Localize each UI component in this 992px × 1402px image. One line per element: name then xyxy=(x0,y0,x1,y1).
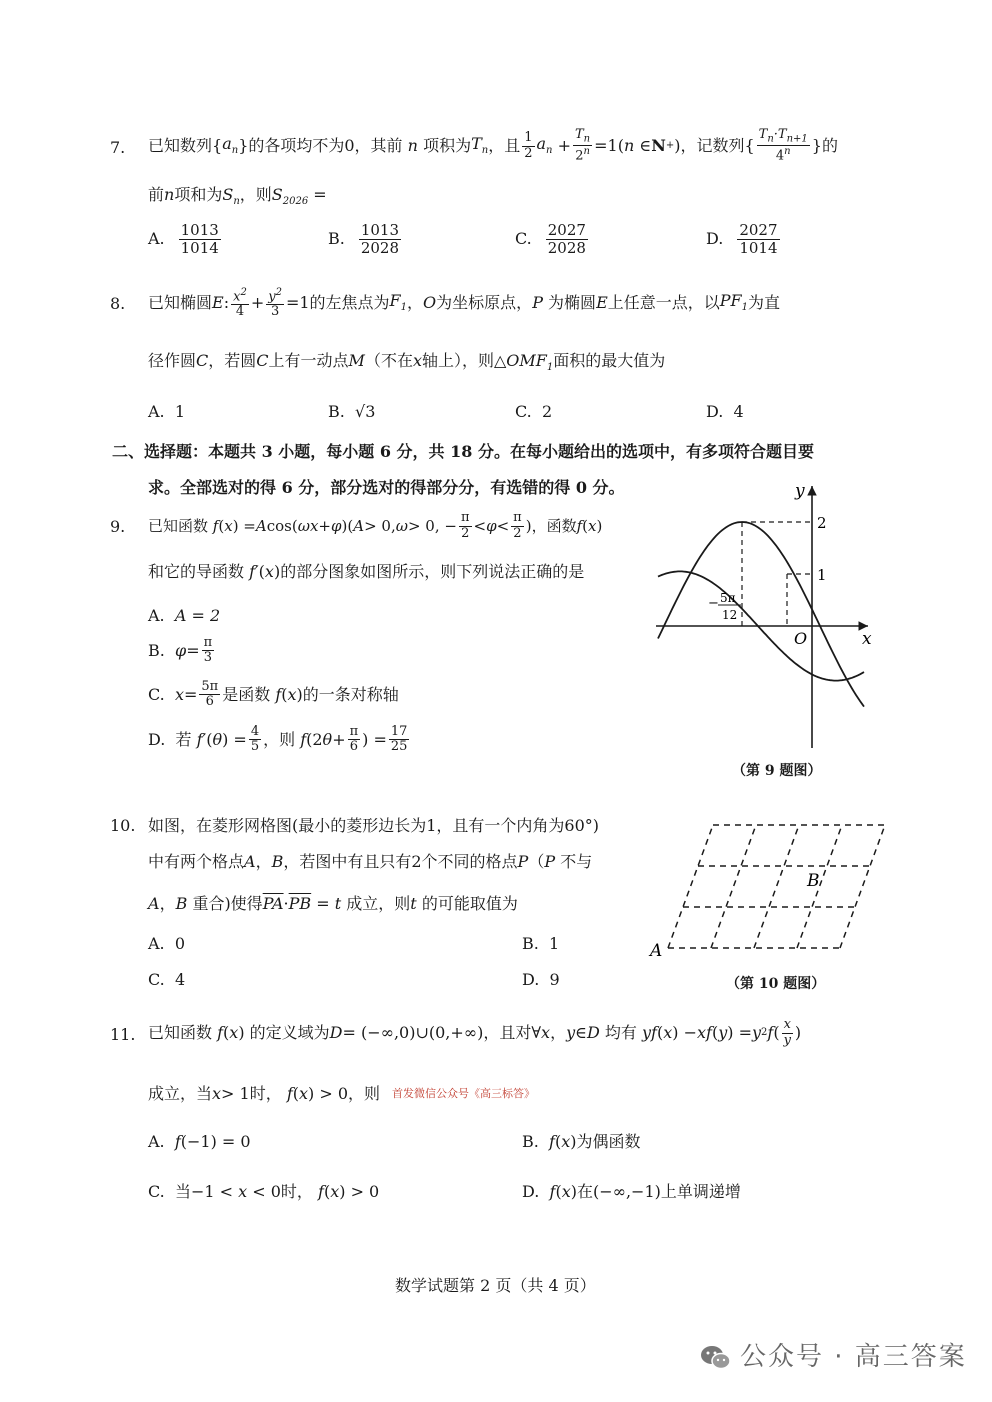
q8-text: ， xyxy=(407,293,424,313)
q7-line2: 前n项和为$S_n$，则$S_{2026}$ = xyxy=(148,185,327,208)
q11-option-c[interactable]: C. 当−1 < x < 0时， f(x) > 0 xyxy=(148,1182,380,1201)
option-text: 若 xyxy=(175,730,192,750)
q7-math: n xyxy=(164,185,175,204)
q10-math: A xyxy=(148,894,160,913)
q10-text: ，若图中有且只有2个不同的格点 xyxy=(283,852,518,871)
option-fraction: $\frac{\pi}{3}$ xyxy=(203,635,213,666)
q8-text: 为坐标原点， xyxy=(436,293,533,313)
q7-math: $S_{2026}$ xyxy=(271,185,309,208)
q9-math: f′ xyxy=(249,562,259,581)
grid-column-line xyxy=(840,825,885,948)
q10-text: 成立，则 xyxy=(346,894,411,913)
q11-line2: 成立，当 x > 1 时， f ( x ) > 0 ，则 首发微信公众号《高三标答》 xyxy=(148,1084,536,1103)
q9-math: f xyxy=(576,517,583,535)
q8-option-b[interactable] xyxy=(328,402,375,421)
q10-text: 重合)使得 xyxy=(192,894,263,913)
option-label: A. xyxy=(148,402,165,421)
q8-text: ，若圆 xyxy=(208,351,257,370)
q7-math: $a_n$ xyxy=(536,134,553,157)
q10-math: A xyxy=(244,852,256,871)
q11-text: ， xyxy=(550,1023,567,1043)
q7-option-a[interactable] xyxy=(148,222,223,256)
q10-text: 的可能取值为 xyxy=(421,894,518,913)
brand-text: 公众号 · 高三答案 xyxy=(740,1342,967,1372)
q8-math: M xyxy=(348,351,365,370)
curve-f xyxy=(658,522,864,707)
q7-text: 项和为 xyxy=(174,185,223,204)
option-label: D. xyxy=(148,730,166,750)
q8-math: E xyxy=(212,293,224,313)
q7-text: }的 xyxy=(811,136,838,156)
option-text: 在 xyxy=(576,1182,593,1201)
q7-number: 7. xyxy=(110,138,126,157)
q10-math: B xyxy=(271,852,284,871)
q7-option-c[interactable] xyxy=(515,222,590,256)
q8-text: 径作圆 xyxy=(148,351,197,370)
q10-math: P xyxy=(517,852,529,871)
q8-math: O xyxy=(423,293,437,313)
section2-line2: 求。全部选对的得 6 分，部分选对的得部分分，有选错的得 0 分。 xyxy=(148,478,625,497)
q10-text: ， xyxy=(159,894,176,913)
q10-option-a[interactable] xyxy=(148,934,185,953)
q10-text: 中有两个格点 xyxy=(148,852,245,871)
q9-line2: 和它的导函数 f′(x)的部分图象如图所示，则下列说法正确的是 xyxy=(148,562,585,581)
grid-column-line xyxy=(668,825,713,948)
option-label: C. xyxy=(148,685,165,705)
option-value: 2 xyxy=(541,402,553,421)
q8-math: P xyxy=(532,293,543,313)
x-axis-label: x xyxy=(862,629,872,649)
tick-label-1: 1 xyxy=(817,566,827,584)
q9-text: 已知函数 xyxy=(148,517,209,535)
option-label: C. xyxy=(515,402,532,421)
q7-math: $a_n$ xyxy=(222,134,239,157)
q10-math: P xyxy=(544,852,556,871)
q10-line1: 如图，在菱形网格图(最小的菱形边长为1，且有一个内角为60°) xyxy=(148,816,600,835)
q8-text: 轴上），则△ xyxy=(421,351,507,370)
q9-text: ，函数 xyxy=(531,517,577,535)
option-label: B. xyxy=(328,229,345,249)
option-label: C. xyxy=(148,1182,165,1201)
q11-text: 已知函数 xyxy=(148,1023,213,1043)
option-text: 为偶函数 xyxy=(576,1132,641,1151)
q8-option-d[interactable] xyxy=(706,402,744,421)
q8-math: x xyxy=(412,351,422,370)
q8-line1: 已知椭圆 E : $\frac{x^2}{4}$ + $\frac{y^2}{3}$ =1的左焦点为 $F_1$ ， O 为坐标原点， P 为椭圆 E 上任意一点，以 $PF_1$ 为直 xyxy=(148,286,781,320)
q11-text: ，则 xyxy=(348,1084,381,1103)
q9-option-b[interactable]: B. φ = $\frac{\pi}{3}$ xyxy=(148,635,213,666)
tick-label-minus: − xyxy=(708,596,719,611)
y-axis-label: y xyxy=(795,481,805,501)
q8-frac-y: $\frac{y^2}{3}$ xyxy=(268,286,282,320)
option-label: B. xyxy=(328,402,345,421)
q8-math: E xyxy=(596,293,608,313)
origin-label: O xyxy=(794,629,808,648)
q10-option-d[interactable] xyxy=(522,970,560,989)
q8-text: 上有一动点 xyxy=(268,351,349,370)
q10-option-b[interactable] xyxy=(522,934,559,953)
q8-text: 面积的最大值为 xyxy=(553,351,666,370)
q9-caption: （第 9 题图） xyxy=(732,763,822,779)
option-text: 时， xyxy=(280,1182,313,1201)
tick-label-5pi: 5π xyxy=(720,591,736,605)
grid-column-line xyxy=(711,825,756,948)
option-fraction: $\frac{2027}{1014}$ xyxy=(739,221,778,257)
q10-caption: （第 10 题图） xyxy=(726,976,826,992)
option-fraction: $\frac{1013}{1014}$ xyxy=(180,221,219,257)
q7-math: $S_n$ xyxy=(222,185,240,208)
q7-option-d[interactable] xyxy=(706,222,782,256)
q10-grid xyxy=(648,816,892,962)
q10-text: （ xyxy=(528,852,545,871)
brand-row xyxy=(700,1342,967,1373)
q7-text: 已知数列{ xyxy=(148,136,223,156)
q7-line1: 已知数列{ $a_n$ }的各项均不为0，其前 n 项积为 $T_n$ ，且 $\frac{1}{2}$ $a_n$ + $\frac{T_n}{2^n}$ =1( n ∈ N + )，记数列{ $\frac{T_n\cdot T_{n+1}}{4^n}$ }的 xyxy=(148,127,838,164)
watermark-text: 首发微信公众号《高三标答》 xyxy=(392,1087,536,1100)
q9-option-c[interactable]: C. x = $\frac{5\pi}{6}$ 是函数 f ( x ) 的一条对称轴 xyxy=(148,679,399,710)
grid-column-line xyxy=(754,825,799,948)
q8-math: $F_1$ xyxy=(389,291,408,314)
q11-text: ，且对∀ xyxy=(483,1023,542,1043)
wechat-icon xyxy=(700,1344,732,1372)
q11-text: 时， xyxy=(249,1084,282,1103)
option-value: 4 xyxy=(174,970,186,989)
option-label: B. xyxy=(522,1132,539,1151)
q9-text: 和它的导函数 xyxy=(148,562,245,581)
option-value: A = 2 xyxy=(174,606,221,625)
q10-number: 10. xyxy=(110,816,136,835)
q8-math: $OMF_1$ xyxy=(506,351,554,374)
q10-math: $\overline{PB}$ xyxy=(288,894,312,913)
section2-line1: 二、选择题：本题共 3 小题，每小题 6 分，共 18 分。在每小题给出的选项中，有多项符合题目要 xyxy=(112,442,814,461)
q11-text: 成立，当 xyxy=(148,1084,213,1103)
q8-text: 为直 xyxy=(748,293,781,313)
option-text: 当 xyxy=(174,1182,191,1201)
option-value: 9 xyxy=(549,970,560,989)
q9-line1: 已知函数 f ( x ) = A cos( ωx + φ )( A > 0, ω > 0, − $\frac{\pi}{2}$ < φ < $\frac{\pi}{2}$ ) ，函数 f ( x ) xyxy=(148,510,603,541)
option-label: D. xyxy=(706,229,724,249)
point-a-label: A xyxy=(650,941,663,961)
q7-frac-seq: $\frac{T_n\cdot T_{n+1}}{4^n}$ xyxy=(758,127,808,164)
q8-math: C xyxy=(256,351,269,370)
q7-math: n xyxy=(407,136,418,156)
grid-column-line xyxy=(797,825,842,948)
option-value: √3 xyxy=(355,402,376,421)
q7-frac-half: $\frac{1}{2}$ xyxy=(524,130,533,161)
q9-text: 的部分图象如图所示，则下列说法正确的是 xyxy=(280,562,585,581)
q8-line2 xyxy=(148,351,665,374)
option-value: 0 xyxy=(174,934,185,953)
page-footer: 数学试题第 2 页（共 4 页） xyxy=(395,1276,596,1295)
q8-option-c[interactable] xyxy=(515,402,552,421)
q7-text: )，记数列{ xyxy=(674,136,755,156)
q11-text: 均有 xyxy=(604,1023,637,1043)
option-text: 是函数 xyxy=(222,685,271,705)
q11-option-b[interactable]: B. f(x)为偶函数 xyxy=(522,1132,641,1151)
q11-text: 的定义域为 xyxy=(249,1023,330,1043)
option-value: 1 xyxy=(174,402,185,421)
option-label: A. xyxy=(148,934,165,953)
q8-frac-x: $\frac{x^2}{4}$ xyxy=(233,286,247,320)
option-label: C. xyxy=(148,970,165,989)
q7-frac-tn: $\frac{T_n}{2^n}$ xyxy=(575,127,591,164)
option-value: 4 xyxy=(733,402,744,421)
q7-text: 项积为 xyxy=(423,136,472,156)
option-fraction: $\frac{2027}{2028}$ xyxy=(547,221,586,257)
option-label: A. xyxy=(148,229,165,249)
q8-text: =1的左焦点为 xyxy=(285,293,390,313)
option-label: B. xyxy=(148,641,165,661)
q7-text: ，且 xyxy=(488,136,521,156)
q10-text: 不与 xyxy=(560,852,593,871)
q11-option-d[interactable]: D. f(x)在(−∞,−1)上单调递增 xyxy=(522,1182,741,1201)
option-label: D. xyxy=(706,402,724,421)
q10-line2 xyxy=(148,852,592,871)
q7-text: 前 xyxy=(148,185,165,204)
q7-text: ，则 xyxy=(239,185,272,204)
option-label: C. xyxy=(515,229,532,249)
option-text: ，则 xyxy=(263,730,296,750)
q11-number: 11. xyxy=(110,1025,136,1044)
q8-text: 上任意一点，以 xyxy=(607,293,720,313)
q8-number: 8. xyxy=(110,294,126,313)
q9-option-a[interactable] xyxy=(148,606,220,625)
q8-text: 为椭圆 xyxy=(548,293,597,313)
q10-math: $\overline{PA}$ xyxy=(262,894,284,913)
option-label: A. xyxy=(148,1132,165,1151)
q8-text: 已知椭圆 xyxy=(148,293,213,313)
q8-option-a[interactable] xyxy=(148,402,185,421)
q8-math: $PF_1$ xyxy=(719,291,749,314)
q11-option-a[interactable]: A. f(−1) = 0 xyxy=(148,1132,251,1151)
q9-graph xyxy=(650,478,880,758)
q8-text: （不在 xyxy=(364,351,413,370)
q10-math: t xyxy=(410,894,417,913)
option-value: 1 xyxy=(549,934,560,953)
q10-math: B xyxy=(175,894,188,913)
tick-label-12: 12 xyxy=(722,608,738,622)
q10-text: ， xyxy=(255,852,272,871)
q10-line3: A，B 重合)使得$\overline{PA}\cdot\overline{PB} = t$ 成立，则t 的可能取值为 xyxy=(148,894,518,913)
q7-option-b[interactable] xyxy=(328,222,403,256)
option-label: D. xyxy=(522,970,540,989)
q7-text: =1( xyxy=(594,136,624,156)
option-fraction: $\frac{1013}{2028}$ xyxy=(360,221,400,257)
option-label: A. xyxy=(148,606,165,625)
option-text: 上单调递增 xyxy=(660,1182,741,1201)
point-b-label: B xyxy=(807,871,820,891)
q9-option-d[interactable]: D. 若 f′ ( θ ) = $\frac{4}{5}$ ，则 f (2 θ + $\frac{\pi}{6}$ ) = $\frac{17}{25}$ xyxy=(148,724,408,755)
q7-math: n xyxy=(623,136,635,156)
option-label: D. xyxy=(522,1182,540,1201)
q9-number: 9. xyxy=(110,517,126,536)
q9-math: f xyxy=(212,517,219,535)
tick-label-2: 2 xyxy=(817,514,827,532)
q11-line1: 已知函数 f ( x ) 的定义域为 D = (−∞,0)∪(0,+∞) ，且对∀ x ， y ∈ D 均有 yf ( x ) − xf ( y ) = y 2 f ( $\frac{x}{y}$ ) xyxy=(148,1017,802,1048)
option-text: 的一条对称轴 xyxy=(302,685,399,705)
option-label: B. xyxy=(522,934,539,953)
q7-math: $T_n$ xyxy=(471,134,489,157)
q10-option-c[interactable] xyxy=(148,970,185,989)
q7-text: }的各项均不为0，其前 xyxy=(238,136,403,156)
q8-math: C xyxy=(196,351,209,370)
